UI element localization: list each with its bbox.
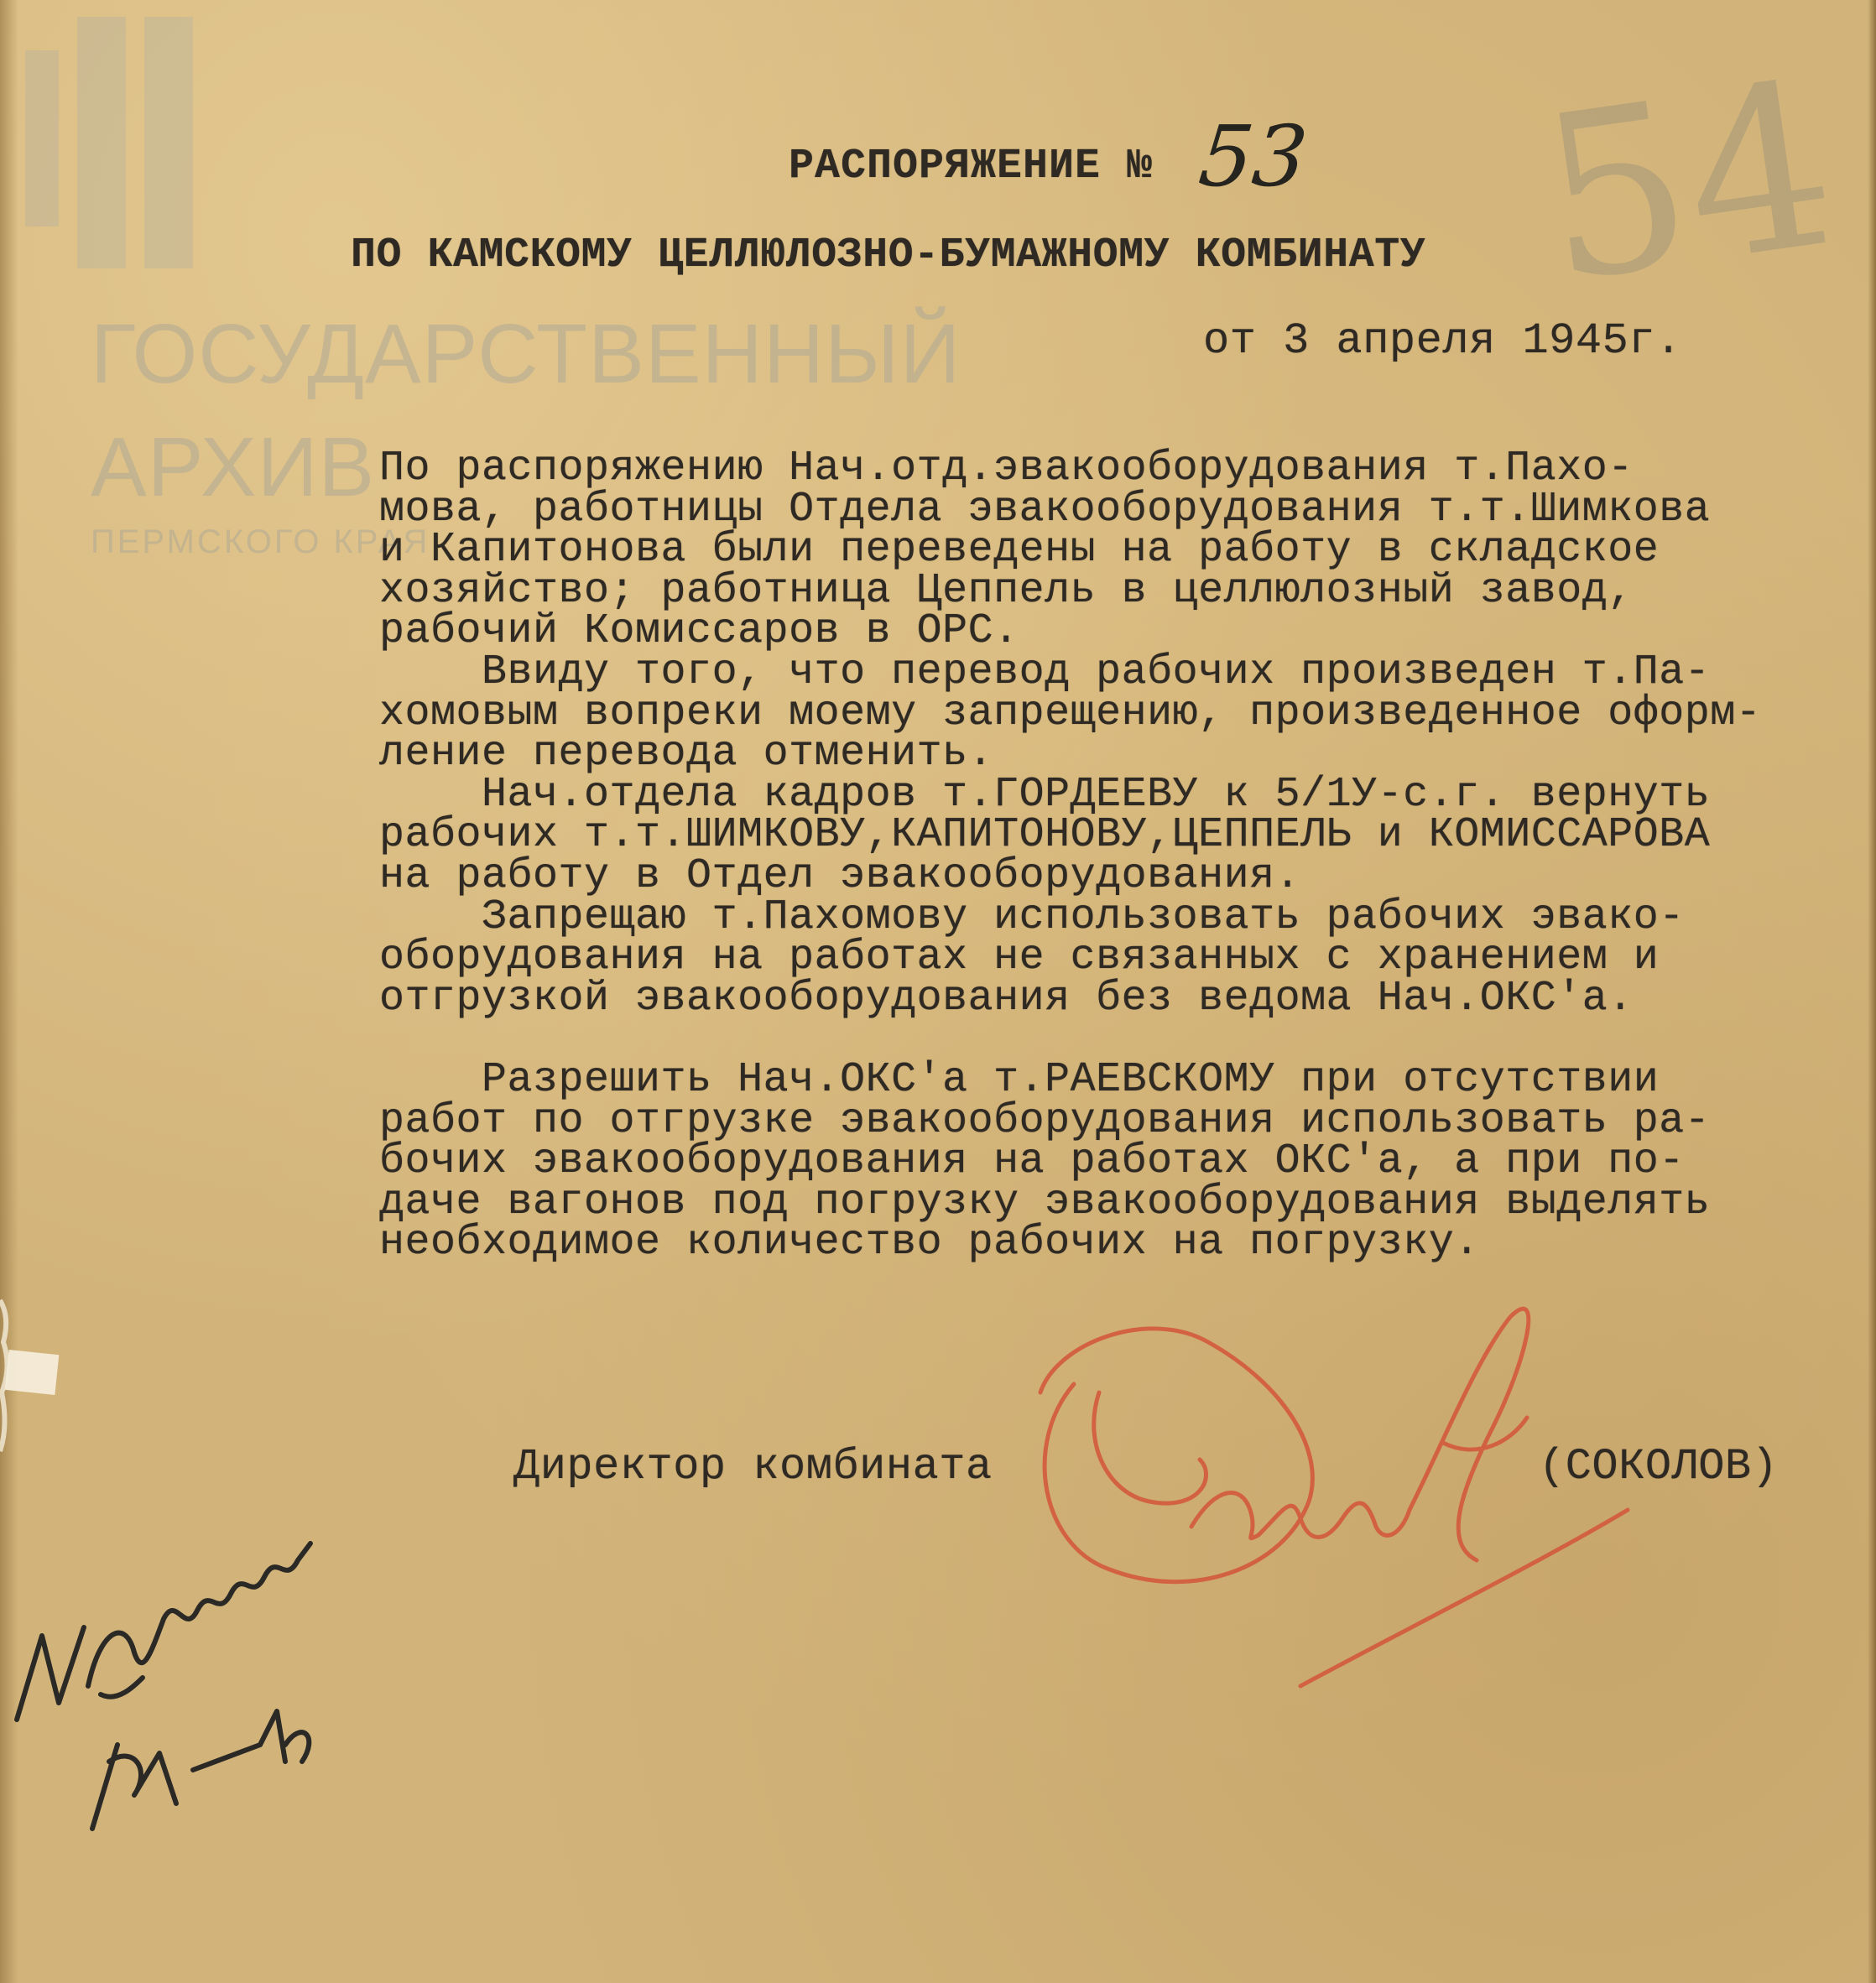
archive-emblem-icon <box>25 17 260 277</box>
paragraph-2: Ввиду того, что перевод рабочих произведен т.Па- хомовым вопреки моему запрещению, произведенное оформ- ление перевода отменить. <box>379 648 1762 778</box>
watermark-line-3: ПЕРМСКОГО КРАЯ <box>91 523 430 560</box>
paragraph-3: Нач.отдела кадров т.ГОРДЕЕВУ к 5/1У-с.г. вернуть рабочих т.т.ШИМКОВУ,КАПИТОНОВУ,ЦЕППЕЛЬ и КОМИССАРОВА на работу в Отдел эвакооборудования. <box>379 770 1711 900</box>
watermark-line-2: АРХИВ <box>91 420 376 514</box>
paper-clip-tear <box>5 1350 60 1395</box>
signatory-name: (СОКОЛОВ) <box>1539 1442 1779 1491</box>
document-body <box>379 445 1762 1267</box>
paper-edge-wear <box>0 1283 25 1502</box>
document-date: от 3 апреля 1945г. <box>1203 316 1682 366</box>
paragraph-1: По распоряжению Нач.отд.эвакооборудования т.Пахо- мова, работницы Отдела эвакооборудования т.т.Шимкова и Капитонова были переведены на работу в складское хозяйство; работница Цеппель в целлюлозный завод, рабочий Комиссаров в ОРС. <box>379 445 1711 656</box>
handwritten-resolution <box>8 1493 327 1845</box>
order-number: 53 <box>1194 107 1312 206</box>
paper-right-edge <box>1868 0 1876 1983</box>
signature-label: Директор комбината <box>513 1442 993 1491</box>
paragraph-4: Запрещаю т.Пахомову использовать рабочих эвако- оборудования на работах не связанных с хранением и отгрузкой эвакооборудования без ведома Нач.ОКС'а. <box>379 893 1685 1023</box>
red-signature <box>1007 1292 1644 1728</box>
pencil-page-number: 54 <box>1526 31 1849 334</box>
watermark-line-1: ГОСУДАРСТВЕННЫЙ <box>91 307 961 401</box>
document-subtitle: ПО КАМСКОМУ ЦЕЛЛЮЛОЗНО-БУМАЖНОМУ КОМБИНАТУ <box>351 232 1426 279</box>
paragraph-5: Разрешить Нач.ОКС'а т.РАЕВСКОМУ при отсутствии работ по отгрузке эвакооборудования использовать ра- бочих эвакооборудования на работах ОКС'а, а при по- даче вагонов под погрузку эвакооборудования выделять необходимое количество рабочих на погрузку. <box>379 1055 1711 1267</box>
document-title: РАСПОРЯЖЕНИЕ № <box>789 143 1154 190</box>
